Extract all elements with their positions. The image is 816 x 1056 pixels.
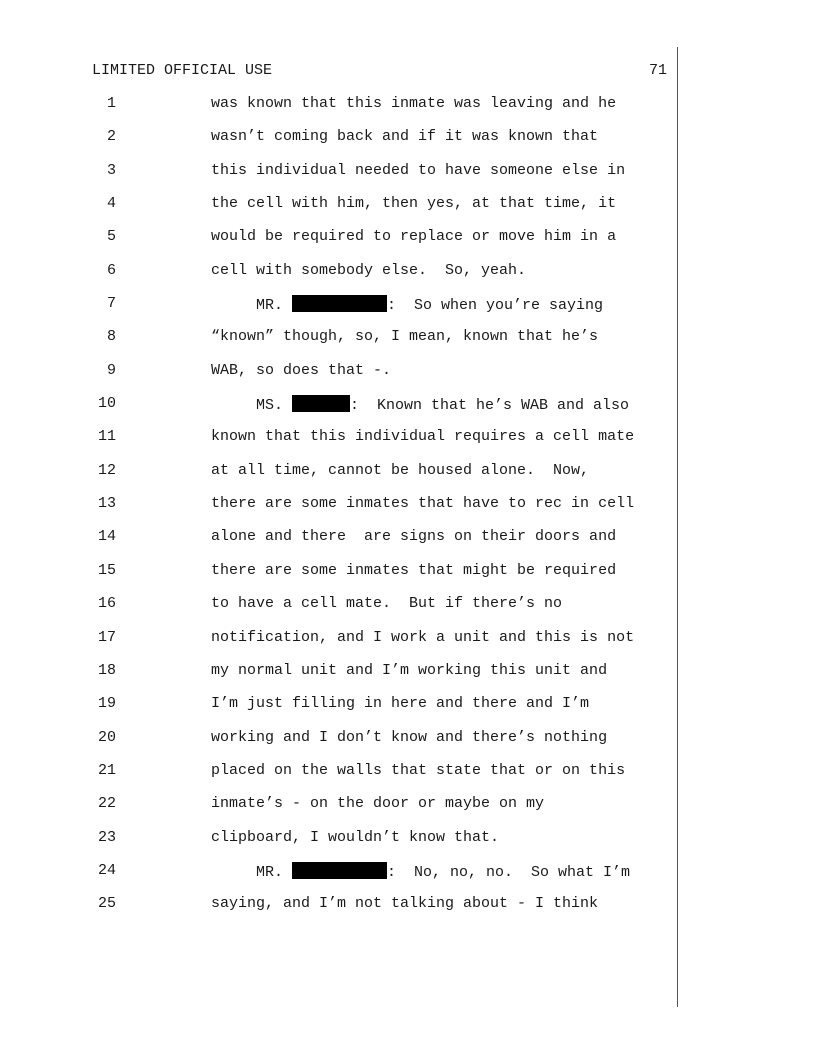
line-text: this individual needed to have someone else in xyxy=(211,161,626,179)
speaker-title: MR. xyxy=(211,297,293,315)
line-number: 24 xyxy=(97,861,116,879)
line-number: 6 xyxy=(106,261,116,279)
line-text: the cell with him, then yes, at that time, it xyxy=(211,195,617,213)
transcript-line xyxy=(0,462,816,495)
redaction-block xyxy=(292,295,387,312)
transcript-line xyxy=(0,695,816,728)
line-text: there are some inmates that have to rec in cell xyxy=(211,495,635,513)
line-text: was known that this inmate was leaving and he xyxy=(211,95,617,112)
speaker-text: : Known that he’s WAB and also xyxy=(350,397,630,415)
line-number: 12 xyxy=(97,461,116,479)
line-number: 20 xyxy=(97,728,116,746)
page-number: 71 xyxy=(649,62,668,79)
transcript-line xyxy=(0,629,816,662)
classification-header: LIMITED OFFICIAL USE xyxy=(92,62,273,79)
line-number: 22 xyxy=(97,795,116,813)
line-number: 10 xyxy=(97,395,116,413)
line-number: 4 xyxy=(106,195,116,213)
line-text: cell with somebody else. So, yeah. xyxy=(211,261,527,279)
speaker-title: MR. xyxy=(211,863,293,881)
line-text: would be required to replace or move him in a xyxy=(211,228,617,246)
speaker-line xyxy=(211,295,603,314)
transcript-line xyxy=(0,729,816,762)
line-number: 7 xyxy=(106,295,116,313)
line-text: clipboard, I wouldn’t know that. xyxy=(211,828,500,846)
speaker-text: : No, no, no. So what I’m xyxy=(387,863,631,881)
line-number: 18 xyxy=(97,661,116,679)
line-text: alone and there are signs on their doors and xyxy=(211,528,617,546)
speaker-text: : So when you’re saying xyxy=(387,297,604,315)
line-number: 16 xyxy=(97,595,116,613)
line-number: 5 xyxy=(106,228,116,246)
line-number: 14 xyxy=(97,528,116,546)
line-text: there are some inmates that might be required xyxy=(211,561,617,579)
redaction-block xyxy=(292,395,350,412)
transcript-body xyxy=(0,95,816,929)
transcript-line xyxy=(0,862,816,895)
line-text: working and I don’t know and there’s nothing xyxy=(211,728,608,746)
transcript-line xyxy=(0,228,816,261)
line-text: “known” though, so, I mean, known that he’s xyxy=(211,328,599,346)
transcript-line xyxy=(0,562,816,595)
line-text: at all time, cannot be housed alone. Now, xyxy=(211,461,590,479)
speaker-title: MS. xyxy=(211,397,293,415)
transcript-line xyxy=(0,595,816,628)
transcript-line xyxy=(0,128,816,161)
line-number: 3 xyxy=(106,161,116,179)
speaker-line xyxy=(211,395,629,414)
line-text: inmate’s - on the door or maybe on my xyxy=(211,795,545,813)
line-text: wasn’t coming back and if it was known that xyxy=(211,128,599,146)
transcript-line xyxy=(0,262,816,295)
transcript-line xyxy=(0,162,816,195)
line-number: 1 xyxy=(106,95,116,112)
line-text: saying, and I’m not talking about - I think xyxy=(211,895,599,913)
line-text: known that this individual requires a cell mate xyxy=(211,428,635,446)
line-number: 2 xyxy=(106,128,116,146)
line-number: 17 xyxy=(97,628,116,646)
line-number: 23 xyxy=(97,828,116,846)
transcript-line xyxy=(0,362,816,395)
transcript-line xyxy=(0,829,816,862)
line-number: 25 xyxy=(97,895,116,913)
redaction-block xyxy=(292,862,387,879)
line-text: notification, and I work a unit and this is not xyxy=(211,628,635,646)
line-text: I’m just filling in here and there and I’m xyxy=(211,695,590,713)
transcript-line xyxy=(0,495,816,528)
transcript-line xyxy=(0,395,816,428)
line-text: to have a cell mate. But if there’s no xyxy=(211,595,563,613)
transcript-line xyxy=(0,795,816,828)
transcript-line xyxy=(0,295,816,328)
line-text: WAB, so does that -. xyxy=(211,361,392,379)
line-number: 8 xyxy=(106,328,116,346)
line-text: placed on the walls that state that or on this xyxy=(211,761,626,779)
line-number: 9 xyxy=(106,361,116,379)
line-number: 11 xyxy=(97,428,116,446)
line-text: my normal unit and I’m working this unit and xyxy=(211,661,608,679)
line-number: 15 xyxy=(97,561,116,579)
transcript-line xyxy=(0,328,816,361)
transcript-line xyxy=(0,95,816,128)
line-number: 13 xyxy=(97,495,116,513)
transcript-line xyxy=(0,662,816,695)
transcript-line xyxy=(0,195,816,228)
speaker-line xyxy=(211,862,630,881)
transcript-line xyxy=(0,762,816,795)
transcript-line xyxy=(0,895,816,928)
transcript-line xyxy=(0,528,816,561)
line-number: 19 xyxy=(97,695,116,713)
transcript-line xyxy=(0,428,816,461)
line-number: 21 xyxy=(97,761,116,779)
